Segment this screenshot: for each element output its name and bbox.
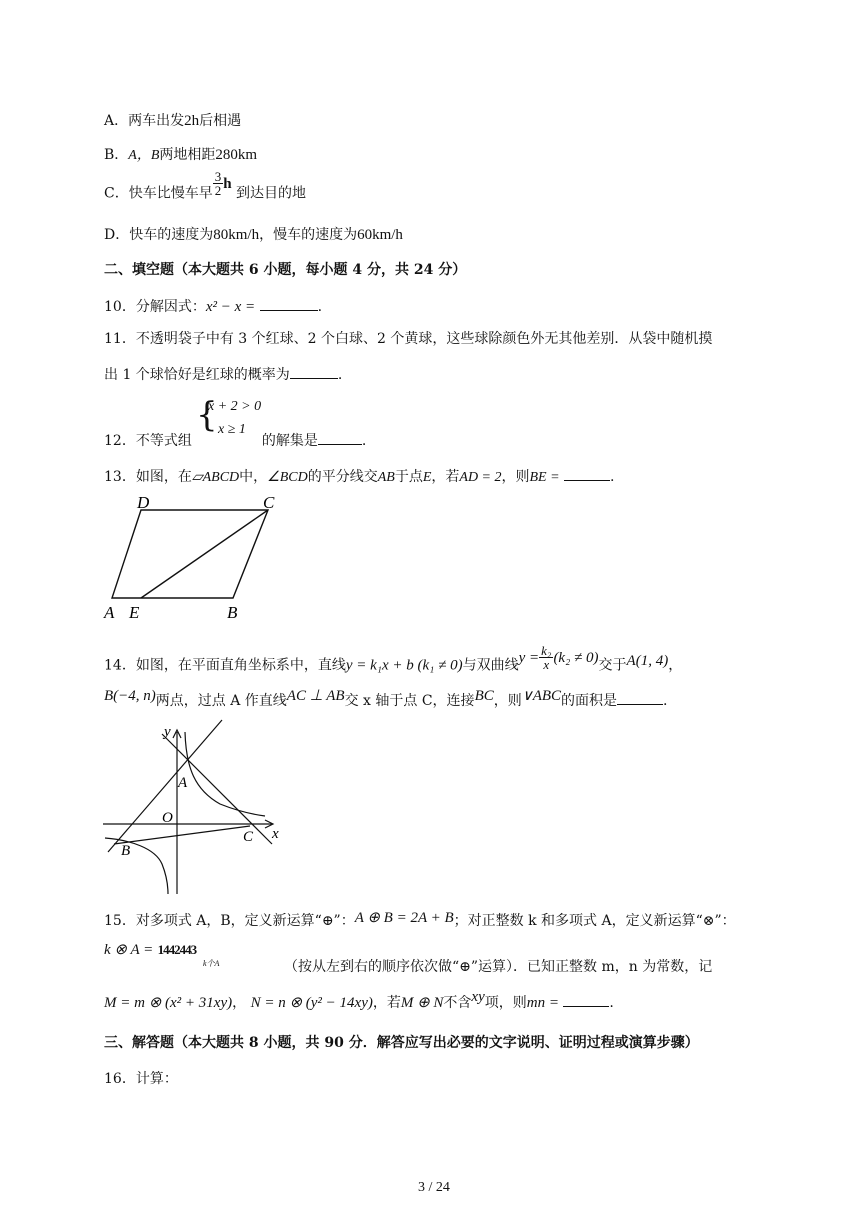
option-a-value: 2h	[184, 113, 200, 129]
q10-expression: x² − x =	[205, 299, 256, 315]
label-b: B	[121, 843, 131, 859]
option-a-label: A．两车出发	[104, 113, 185, 129]
hyperbola-branch-1	[185, 732, 265, 816]
q13-answer-blank[interactable]	[564, 466, 610, 481]
option-b-label: B．	[104, 147, 129, 163]
question-14-line1: 14．如图，在平面直角坐标系中，直线y = k₁x + b (k₁ ≠ 0)与双曲线y = $\frac{\text{k₂}}{x}$ (k₂ ≠ 0)交于A(1, 4)，	[104, 643, 683, 674]
section-2-title: 二、填空题（本大题共 6 小题，每小题 4 分，共 24 分）	[104, 262, 467, 278]
label-b: B	[227, 603, 238, 622]
question-11-line1: 11．不透明袋子中有 3 个红球、2 个白球、2 个黄球，这些球除颜色外无其他差别．从袋中随机摸	[104, 331, 713, 347]
label-c: C	[263, 493, 275, 512]
question-15-line2: （按从左到右的顺序依次做“⊕”运算）．已知正整数 m，n 为常数，记	[284, 959, 713, 975]
option-a-tail: 后相遇	[199, 113, 242, 129]
page-number: 3 / 24	[418, 1180, 450, 1195]
label-d: D	[137, 493, 150, 512]
option-b-mid: 两地相距	[159, 147, 216, 163]
q15-answer-blank[interactable]	[563, 992, 609, 1007]
label-a: A	[178, 775, 188, 791]
q12-answer-blank[interactable]	[318, 430, 362, 445]
label-o: O	[162, 810, 173, 826]
q15-n-definition: N = n ⊗ (y² − 14xy)	[250, 995, 373, 1011]
label-a: A	[104, 603, 115, 622]
section-3-title: 三、解答题（本大题共 8 小题，共 90 分．解答应写出必要的文字说明、证明过程或演算步骤）	[104, 1035, 699, 1051]
option-c-label: C．快车比慢车早	[104, 185, 213, 202]
figure-14-coordinate-plane	[100, 718, 290, 898]
label-e: E	[129, 603, 140, 622]
q11-answer-blank[interactable]	[290, 364, 338, 379]
figure-13-parallelogram	[100, 490, 290, 625]
bisector-ce	[141, 510, 268, 598]
option-d-mid: ，慢车的速度为	[259, 227, 358, 243]
option-b-value: 280km	[215, 147, 258, 163]
q13-angle: ∠BCD	[267, 470, 308, 485]
question-13: 13．如图，在▱ABCD中，∠BCD的平分线交AB于点E，若AD = 2，则BE = .	[104, 466, 614, 487]
hyperbola-branch-2	[105, 838, 168, 894]
option-c	[104, 169, 307, 207]
q12-ineq2: x ≥ 1	[218, 422, 246, 437]
option-d-label: D．快车的速度为	[104, 227, 214, 243]
question-15-def-otimes: k ⊗ A = 1442443	[104, 942, 197, 958]
q13-parallelogram: ▱ABCD	[191, 470, 240, 485]
q14-point-a: A(1, 4)	[626, 652, 669, 669]
q15-overbrace-garbled: 1442443	[157, 942, 197, 957]
q15-underbrace-label: k个A	[203, 959, 220, 968]
q14-point-b: B(−4, n)	[104, 688, 156, 704]
q12-brace: {	[196, 395, 218, 435]
question-12: 12．不等式组 的解集是 .	[104, 430, 366, 450]
option-b	[104, 146, 257, 165]
label-c: C	[243, 829, 254, 845]
question-15-line3: M = m ⊗ (x² + 31xy)， N = n ⊗ (y² − 14xy)，若M ⊕ N不含xy项，则mn = .	[104, 989, 614, 1011]
option-c-unit: h	[223, 175, 232, 192]
label-y: y	[164, 724, 171, 740]
option-d-speed1: 80km/h	[213, 227, 260, 243]
question-14-line2: B(−4, n)两点，过点 A 作直线AC ⊥ AB交 x 轴于点 C，连接BC，则∨ABC的面积是 .	[104, 688, 668, 709]
q12-ineq1: x + 2 > 0	[208, 399, 262, 414]
parallelogram-outline	[112, 510, 268, 598]
question-10: 10．分解因式：x² − x = .	[104, 296, 322, 316]
option-c-tail: 到达目的地	[236, 185, 307, 202]
question-11-line2: 出 1 个球恰好是红球的概率为 .	[104, 364, 342, 384]
option-d-speed2: 60km/h	[357, 227, 403, 243]
q10-answer-blank[interactable]	[260, 296, 318, 311]
option-c-fraction: $\frac{3}{2}$	[214, 169, 222, 198]
option-a	[104, 112, 241, 130]
q15-def-oplus: A ⊕ B = 2A + B	[354, 910, 454, 926]
q15-m-definition: M = m ⊗ (x² + 31xy)	[104, 995, 233, 1011]
q14-line-equation: y = k₁x + b (k₁ ≠ 0)	[345, 657, 463, 674]
option-b-points: A，B	[128, 148, 160, 163]
label-x: x	[272, 826, 279, 842]
q14-hyperbola-fraction: $\frac{\text{k₂}}{x}$	[541, 643, 552, 672]
segment-bc	[114, 826, 250, 844]
option-d	[104, 226, 403, 244]
question-16: 16．计算：	[104, 1071, 178, 1087]
q14-answer-blank[interactable]	[617, 690, 663, 705]
question-15-line1: 15．对多项式 A，B，定义新运算“⊕”：A ⊕ B = 2A + B；对正整数 k 和多项式 A，定义新运算“⊗”：	[104, 910, 736, 929]
